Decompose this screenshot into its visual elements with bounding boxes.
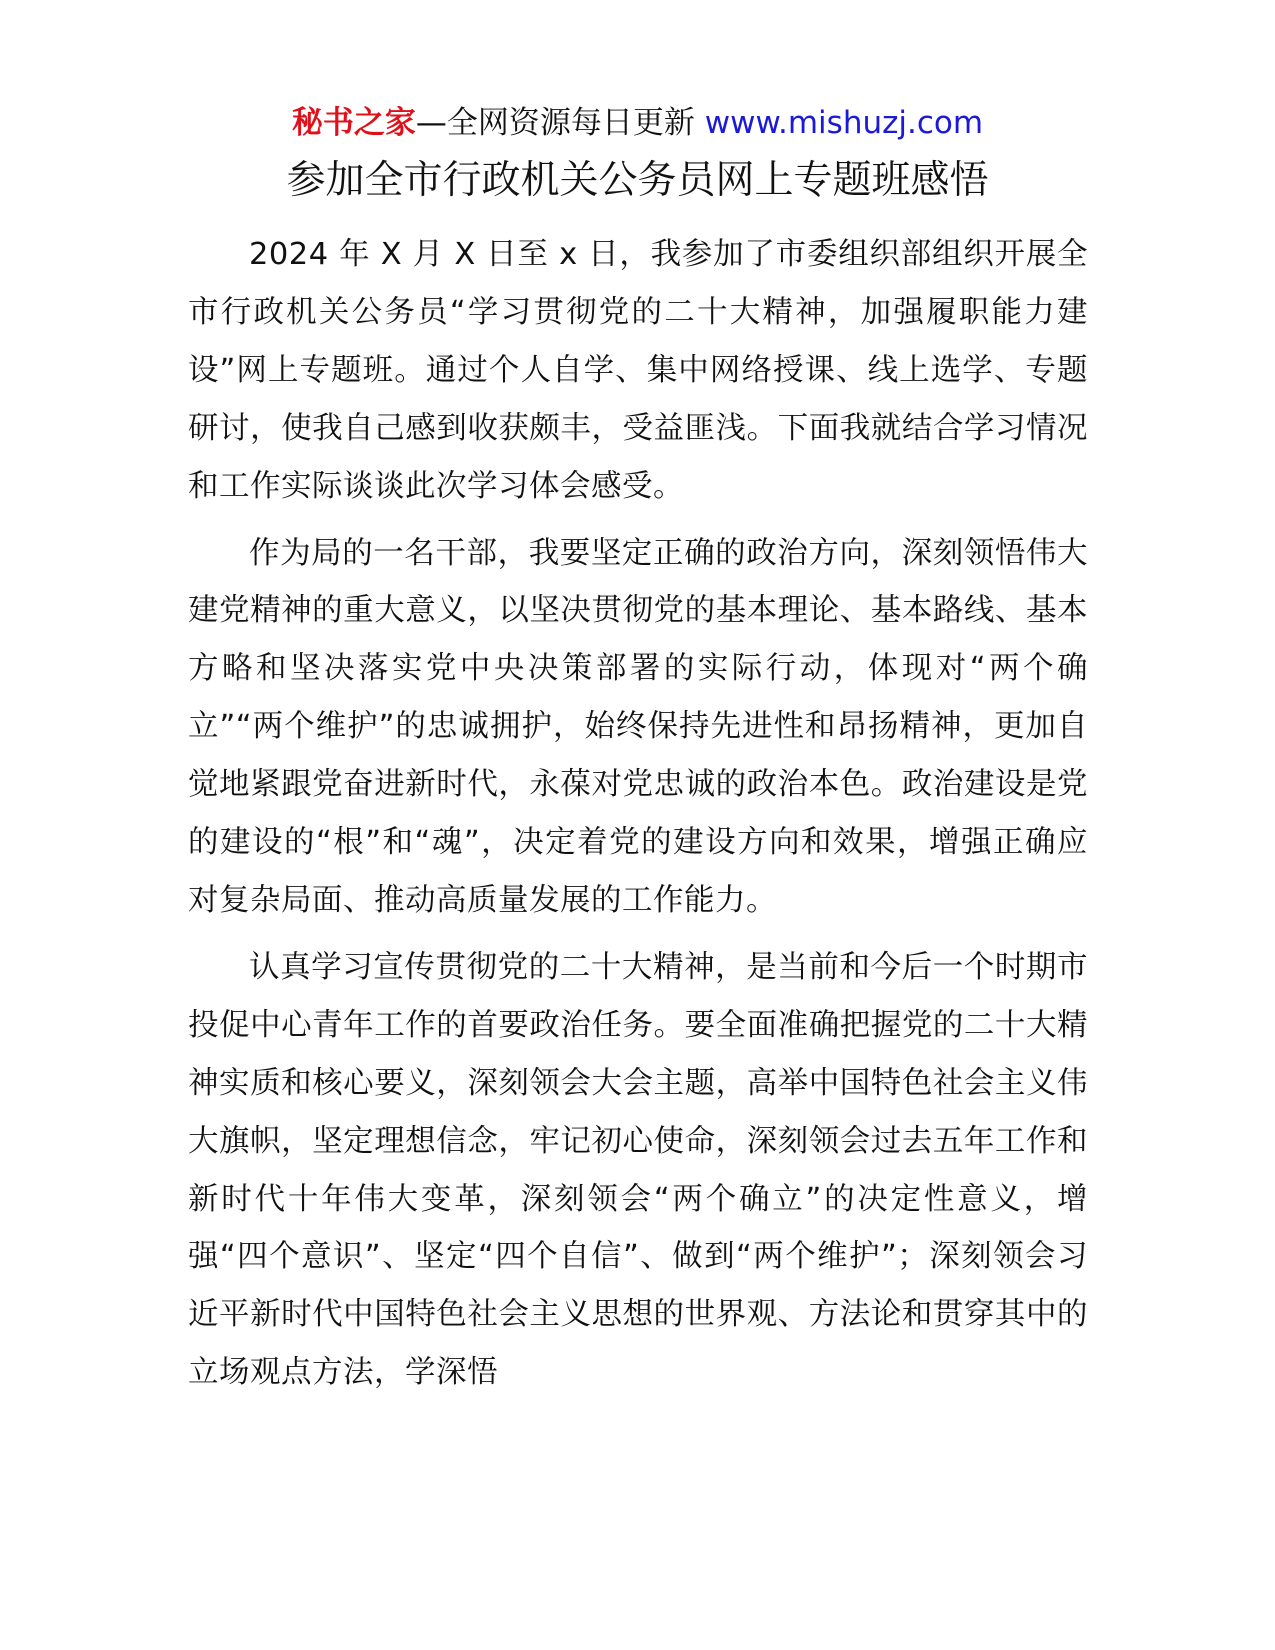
site-url-link[interactable]: www.mishuzj.com [704,105,984,141]
paragraph-2: 作为局的一名干部，我要坚定正确的政治方向，深刻领悟伟大建党精神的重大意义，以坚决贯彻党的基本理论、基本路线、基本方略和坚决落实党中央决策部署的实际行动，体现对“两个确立”“两个维护”的忠诚拥护，始终保持先进性和昂扬精神，更加自觉地紧跟党奋进新时代，永葆对党忠诚的政治本色。政治建设是党的建设的“根”和“魂”，决定着党的建设方向和效果，增强正确应对复杂局面、推动高质量发展的工作能力。 [188,535,1088,918]
paragraph-3: 认真学习宣传贯彻党的二十大精神，是当前和今后一个时期市投促中心青年工作的首要政治任务。要全面准确把握党的二十大精神实质和核心要义，深刻领会大会主题，高举中国特色社会主义伟大旗帜，坚定理想信念，牢记初心使命，深刻领会过去五年工作和新时代十年伟大变革，深刻领会“两个确立”的决定性意义，增强“四个意识”、坚定“四个自信”、做到“两个维护”；深刻领会习近平新时代中国特色社会主义思想的世界观、方法论和贯穿其中的立场观点方法，学深悟 [188,949,1088,1391]
paragraph-1: 2024 年 X 月 X 日至 x 日，我参加了市委组织部组织开展全市行政机关公务员“学习贯彻党的二十大精神，加强履职能力建设”网上专题班。通过个人自学、集中网络授课、线上选学、专题研讨，使我自己感到收获颇丰，受益匪浅。下面我就结合学习情况和工作实际谈谈此次学习体会感受。 [188,237,1088,504]
document-title: 参加全市行政机关公务员网上专题班感悟 [286,158,989,203]
brand-name: 秘书之家 [291,105,416,141]
header-tagline: —全网资源每日更新 [415,105,705,141]
site-header [0,100,1275,146]
document-body [188,226,1088,1411]
